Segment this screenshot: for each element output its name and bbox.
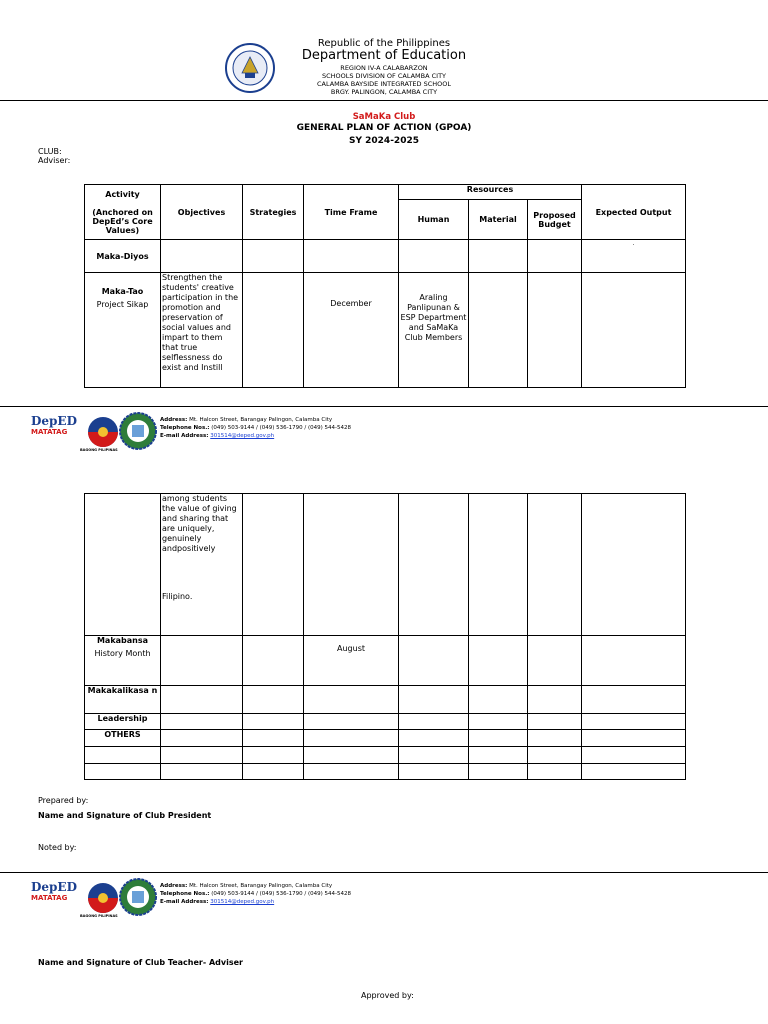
header-time-frame: Time Frame bbox=[304, 185, 399, 240]
header-activity: Activity (Anchored on DepEd’s Core Values) bbox=[85, 185, 161, 240]
header-budget: Proposed Budget bbox=[528, 200, 582, 240]
header-expected-output: Expected Output bbox=[582, 185, 686, 240]
row-maka-diyos: Maka-Diyos bbox=[85, 240, 161, 273]
school-address-text: BRGY. PALINGON, CALAMBA CITY bbox=[330, 88, 438, 96]
adviser-label: Adviser: bbox=[38, 156, 71, 165]
row-others: OTHERS bbox=[85, 730, 161, 747]
history-month: History Month bbox=[94, 649, 151, 658]
project-sikap: Project Sikap bbox=[96, 300, 149, 309]
email-link[interactable]: 301514@deped.gov.ph bbox=[210, 433, 275, 439]
objective-2: among students the value of giving and sharing that are uniquely, genuinely andpositively bbox=[162, 494, 237, 553]
plan-table-page1 bbox=[84, 184, 686, 388]
plan-title: GENERAL PLAN OF ACTION (GPOA) bbox=[296, 123, 472, 133]
time-frame-2: August bbox=[304, 636, 399, 686]
footer-address-block: Address: Mt. Halcon Street, Barangay Palingon, Calamba City Telephone Nos.: (049) 503-9144 / (049) 536-1790 / (049) 544-5428 E-mail Address: 301514@deped.gov.ph bbox=[160, 417, 352, 439]
approved-by-label: Approved by: bbox=[361, 991, 414, 1000]
footer-2 bbox=[0, 872, 768, 924]
school-year: SY 2024-2025 bbox=[349, 136, 419, 146]
header-resources: Resources bbox=[399, 185, 582, 200]
bagong-pilipinas-text-2: BAGONG PILIPINAS bbox=[80, 914, 118, 918]
school-text: CALAMBA BAYSIDE INTEGRATED SCHOOL bbox=[316, 80, 452, 88]
email-link-2[interactable]: 301514@deped.gov.ph bbox=[210, 899, 275, 905]
school-seal-icon bbox=[118, 411, 158, 451]
deped-matatag-logo: DepED MATATAG bbox=[31, 414, 77, 436]
school-seal-icon-2 bbox=[118, 877, 158, 917]
region-text: REGION IV-A CALABARZON bbox=[340, 64, 428, 72]
objective-1: Strengthen the students' creative participation in the promotion and preservation of social values and impart to them that true selflessness do exist and Instill bbox=[161, 273, 243, 388]
objective-2b: Filipino. bbox=[162, 592, 193, 601]
club-label: CLUB: bbox=[38, 147, 62, 156]
row-makabansa: Makabansa bbox=[96, 636, 149, 645]
human-1: Araling Panlipunan & ESP Department and SaMaKa Club Members bbox=[399, 273, 469, 388]
division-text: SCHOOLS DIVISION OF CALAMBA CITY bbox=[321, 72, 447, 80]
time-frame-1: December bbox=[304, 273, 399, 388]
footer-1 bbox=[0, 406, 768, 458]
header-material: Material bbox=[469, 200, 528, 240]
club-adviser-signature: Name and Signature of Club Teacher- Adviser bbox=[38, 958, 243, 967]
header-strategies: Strategies bbox=[243, 185, 304, 240]
row-leadership: Leadership bbox=[85, 714, 161, 730]
prepared-by-label: Prepared by: bbox=[38, 796, 89, 805]
department-text: Department of Education bbox=[301, 48, 467, 63]
deped-matatag-logo-2: DepED MATATAG bbox=[31, 880, 77, 902]
header-objectives: Objectives bbox=[161, 185, 243, 240]
expected-dot: . bbox=[582, 240, 686, 273]
bagong-pilipinas-text: BAGONG PILIPINAS bbox=[80, 448, 118, 452]
republic-text: Republic of the Philippines bbox=[317, 38, 451, 49]
header-divider bbox=[0, 100, 768, 101]
plan-table-page2 bbox=[84, 493, 686, 780]
row-maka-tao: Maka-Tao bbox=[101, 287, 144, 296]
header-human: Human bbox=[399, 200, 469, 240]
club-name: SaMaKa Club bbox=[352, 112, 416, 122]
footer-address-block-2: Address: Mt. Halcon Street, Barangay Palingon, Calamba City Telephone Nos.: (049) 503-9144 / (049) 536-1790 / (049) 544-5428 E-mail Address: 301514@deped.gov.ph bbox=[160, 883, 352, 905]
noted-by-label: Noted by: bbox=[38, 843, 77, 852]
row-makakalikasan: Makakalikasa n bbox=[85, 686, 161, 714]
club-president-signature: Name and Signature of Club President bbox=[38, 811, 212, 820]
